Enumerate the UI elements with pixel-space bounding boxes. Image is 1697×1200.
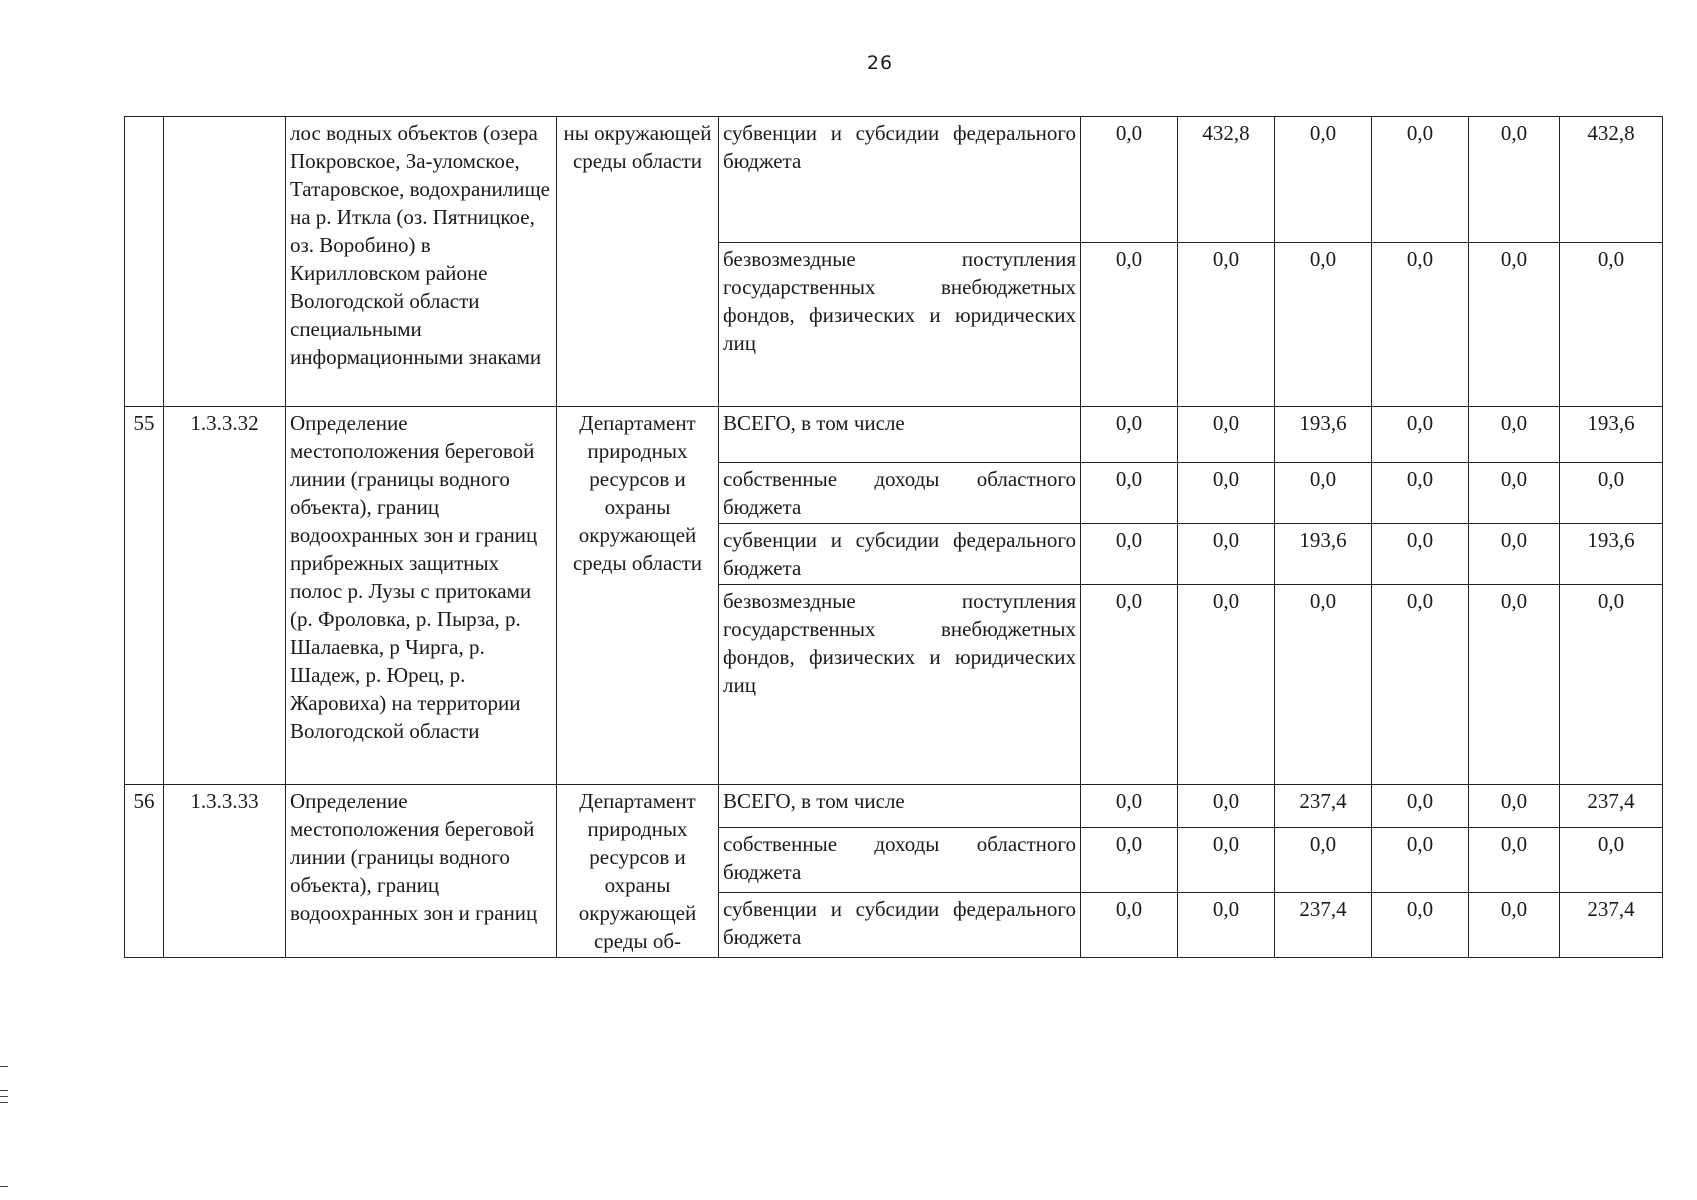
value-year-5: 0,0 [1469, 892, 1560, 957]
row-number [125, 117, 164, 407]
value-year-1: 0,0 [1081, 117, 1178, 243]
page-number: 26 [866, 52, 894, 74]
value-year-3: 193,6 [1275, 407, 1372, 463]
value-year-1: 0,0 [1081, 585, 1178, 785]
value-year-1: 0,0 [1081, 827, 1178, 892]
margin-tick [0, 1096, 8, 1097]
measure-code: 1.3.3.33 [164, 785, 286, 958]
value-year-2: 0,0 [1178, 585, 1275, 785]
value-year-5: 0,0 [1469, 785, 1560, 828]
funding-source: ВСЕГО, в том числе [719, 407, 1081, 463]
value-year-3: 0,0 [1275, 827, 1372, 892]
value-year-3: 193,6 [1275, 524, 1372, 585]
measure-description: Определение местоположения береговой линии (границы водного объекта), границ водоохранных зон и границ прибрежных защитных полос р. Лузы с притоками (р. Фроловка, р. Пырза, р. Шалаевка, р Чирга, р. Шадеж, р. Юрец, р. Жаровиха) на территории Вологодской области [286, 407, 557, 785]
funding-source: субвенции и субсидии федерального бюджета [719, 117, 1081, 243]
value-total: 0,0 [1560, 585, 1663, 785]
value-year-5: 0,0 [1469, 243, 1560, 407]
funding-source: субвенции и субсидии федерального бюджета [719, 524, 1081, 585]
responsible-department: ны окружающей среды области [557, 117, 719, 407]
value-year-5: 0,0 [1469, 117, 1560, 243]
value-year-4: 0,0 [1372, 117, 1469, 243]
funding-source: безвозмездные поступления государственных внебюджетных фондов, физических и юридических лиц [719, 585, 1081, 785]
funding-source: собственные доходы областного бюджета [719, 827, 1081, 892]
value-year-5: 0,0 [1469, 524, 1560, 585]
value-year-2: 432,8 [1178, 117, 1275, 243]
value-year-3: 0,0 [1275, 463, 1372, 524]
value-year-1: 0,0 [1081, 785, 1178, 828]
value-year-4: 0,0 [1372, 463, 1469, 524]
value-year-4: 0,0 [1372, 407, 1469, 463]
value-year-1: 0,0 [1081, 407, 1178, 463]
value-year-2: 0,0 [1178, 407, 1275, 463]
measure-code: 1.3.3.32 [164, 407, 286, 785]
value-year-5: 0,0 [1469, 463, 1560, 524]
value-total: 0,0 [1560, 463, 1663, 524]
value-year-4: 0,0 [1372, 524, 1469, 585]
funding-source: субвенции и субсидии федерального бюджета [719, 892, 1081, 957]
value-year-4: 0,0 [1372, 892, 1469, 957]
value-year-2: 0,0 [1178, 524, 1275, 585]
margin-tick [0, 1102, 8, 1103]
responsible-department: Департамент природных ресурсов и охраны окружающей среды области [557, 407, 719, 785]
row-number: 56 [125, 785, 164, 958]
value-total: 432,8 [1560, 117, 1663, 243]
margin-tick [0, 1066, 8, 1067]
value-total: 193,6 [1560, 407, 1663, 463]
value-year-4: 0,0 [1372, 785, 1469, 828]
value-year-2: 0,0 [1178, 785, 1275, 828]
value-year-1: 0,0 [1081, 243, 1178, 407]
value-year-5: 0,0 [1469, 585, 1560, 785]
value-year-3: 0,0 [1275, 585, 1372, 785]
value-total: 0,0 [1560, 827, 1663, 892]
value-year-1: 0,0 [1081, 524, 1178, 585]
value-year-4: 0,0 [1372, 243, 1469, 407]
margin-tick [0, 1090, 8, 1091]
measure-code [164, 117, 286, 407]
value-year-4: 0,0 [1372, 827, 1469, 892]
value-year-3: 237,4 [1275, 785, 1372, 828]
value-year-2: 0,0 [1178, 892, 1275, 957]
funding-source: собственные доходы областного бюджета [719, 463, 1081, 524]
value-total: 193,6 [1560, 524, 1663, 585]
value-year-2: 0,0 [1178, 463, 1275, 524]
value-year-3: 0,0 [1275, 117, 1372, 243]
table-row [125, 117, 1663, 243]
measure-description: лос водных объектов (озера Покровское, За-уломское, Татаровское, водохранилище на р. Иткла (оз. Пятницкое, оз. Воробино) в Кирилловском районе Вологодской области специальными информационными знаками [286, 117, 557, 407]
measure-description: Определение местоположения береговой линии (границы водного объекта), границ водоохранных зон и границ [286, 785, 557, 958]
value-year-3: 0,0 [1275, 243, 1372, 407]
margin-tick [0, 1186, 8, 1187]
funding-source: безвозмездные поступления государственных внебюджетных фондов, физических и юридических лиц [719, 243, 1081, 407]
value-year-5: 0,0 [1469, 827, 1560, 892]
responsible-department: Департамент природных ресурсов и охраны окружающей среды об- [557, 785, 719, 958]
value-year-2: 0,0 [1178, 827, 1275, 892]
value-total: 237,4 [1560, 785, 1663, 828]
value-year-2: 0,0 [1178, 243, 1275, 407]
value-total: 0,0 [1560, 243, 1663, 407]
value-total: 237,4 [1560, 892, 1663, 957]
value-year-5: 0,0 [1469, 407, 1560, 463]
table-row [125, 407, 1663, 463]
row-number: 55 [125, 407, 164, 785]
value-year-1: 0,0 [1081, 463, 1178, 524]
table-row [125, 785, 1663, 828]
value-year-1: 0,0 [1081, 892, 1178, 957]
budget-table [124, 116, 1663, 958]
funding-source: ВСЕГО, в том числе [719, 785, 1081, 828]
value-year-4: 0,0 [1372, 585, 1469, 785]
value-year-3: 237,4 [1275, 892, 1372, 957]
